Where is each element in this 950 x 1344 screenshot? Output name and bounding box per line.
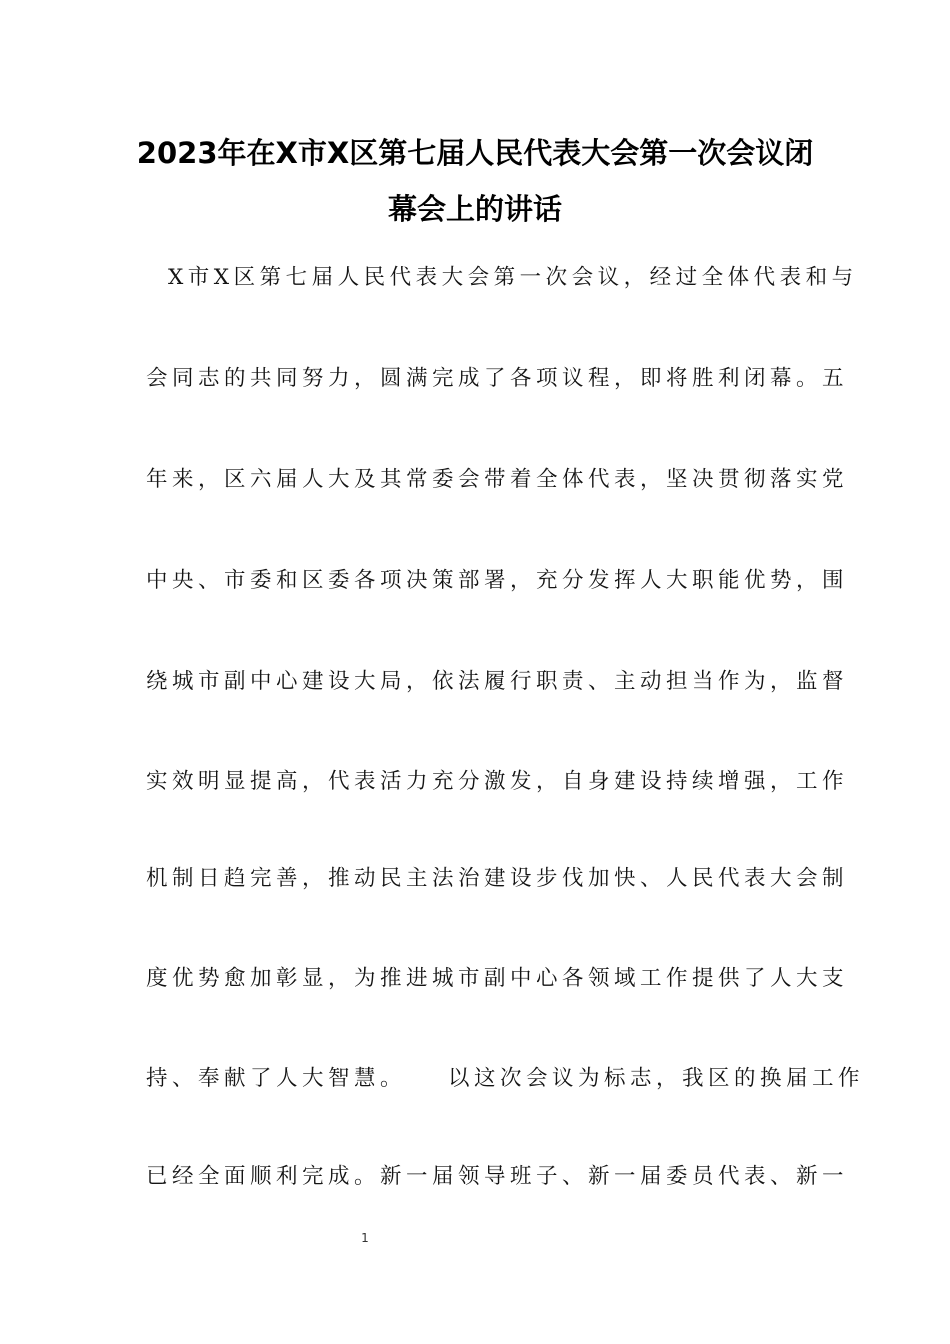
document-title-line-2: 幕会上的讲话 bbox=[387, 192, 562, 226]
paragraph-line-4: 中央、市委和区委各项决策部署，充分发挥人大职能优势，围 bbox=[146, 568, 849, 593]
document-title-line-1: 2023年在X市X区第七届人民代表大会第一次会议闭 bbox=[136, 136, 814, 170]
paragraph-line-6: 实效明显提高，代表活力充分激发，自身建设持续增强，工作 bbox=[146, 769, 849, 794]
paragraph-line-5: 绕城市副中心建设大局，依法履行职责、主动担当作为，监督 bbox=[146, 669, 849, 694]
paragraph-line-9-part-1: 持、奉献了人大智慧。 bbox=[146, 1066, 407, 1091]
paragraph-line-7: 机制日趋完善，推动民主法治建设步伐加快、人民代表大会制 bbox=[146, 866, 849, 891]
paragraph-line-10: 已经全面顺利完成。新一届领导班子、新一届委员代表、新一 bbox=[146, 1164, 849, 1189]
paragraph-line-1: X市X区第七届人民代表大会第一次会议，经过全体代表和与 bbox=[168, 265, 858, 290]
paragraph-line-9 bbox=[146, 1064, 865, 1094]
paragraph-line-2: 会同志的共同努力，圆满完成了各项议程，即将胜利闭幕。五 bbox=[146, 366, 849, 391]
page-number: 1 bbox=[361, 1231, 369, 1245]
paragraph-line-8: 度优势愈加彰显，为推进城市副中心各领域工作提供了人大支 bbox=[146, 966, 849, 991]
paragraph-line-3: 年来，区六届人大及其常委会带着全体代表，坚决贯彻落实党 bbox=[146, 467, 849, 492]
paragraph-line-9-part-2: 以这次会议为标志，我区的换届工作 bbox=[448, 1066, 865, 1091]
